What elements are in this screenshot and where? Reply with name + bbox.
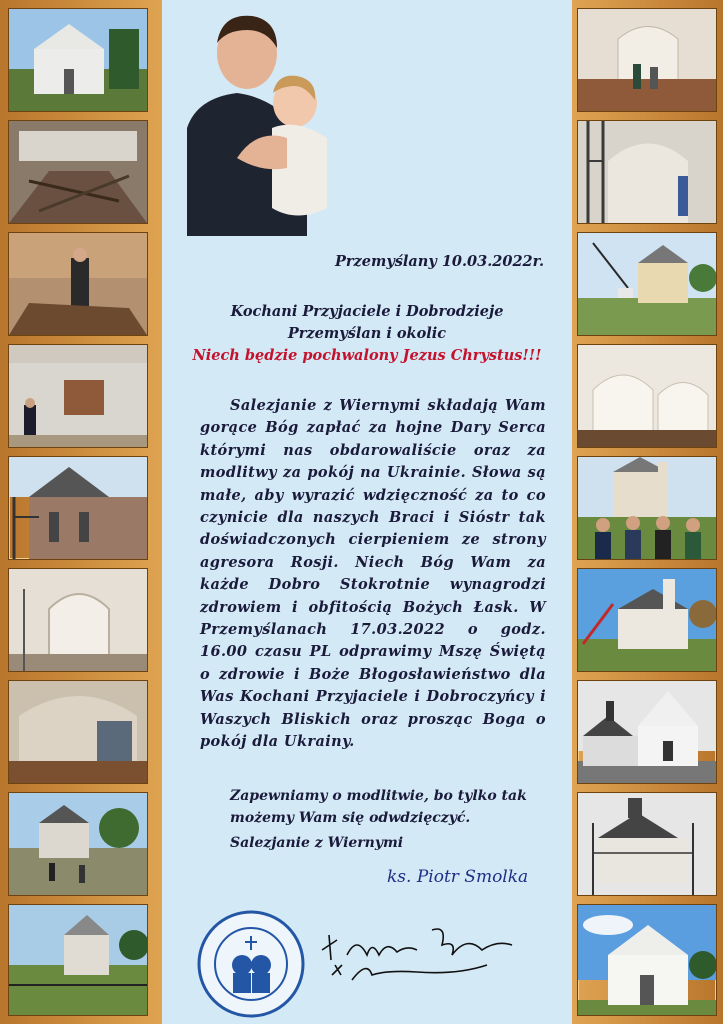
photo-church-scaffold-2: [577, 792, 717, 896]
closing-text: [230, 785, 527, 829]
photo-interior-scaffold: [577, 120, 717, 224]
parish-seal: [197, 910, 305, 1018]
photo-interior-arches-1: [8, 568, 148, 672]
photo-interior-debris-1: [8, 120, 148, 224]
photo-interior-arches-2: [577, 344, 717, 448]
photo-church-fence: [8, 904, 148, 1016]
photo-church-lift: [577, 568, 717, 672]
photo-interior-window: [8, 344, 148, 448]
closing-line-1: Zapewniamy o modlitwie, bo tylko tak: [230, 788, 527, 804]
greeting-line-2: Przemyślan i okolic: [287, 325, 447, 342]
photo-crane-church: [577, 232, 717, 336]
blessing-line: Niech będzie pochwalony Jezus Chrystus!!!: [192, 347, 542, 364]
letter-date: Przemyślany 10.03.2022r.: [334, 253, 544, 270]
photo-church-yard-1: [8, 792, 148, 896]
greeting-line-1: Kochani Przyjaciele i Dobrodzieje: [230, 303, 504, 320]
photo-interior-debris-2: [8, 232, 148, 336]
letter-body: Salezjanie z Wiernymi składają Wam gorące Bóg zapłać za hojne Dary Serca którymi nas obdarowaliście oraz za modlitwy za pokój na Ukrainie. Słowa są małe, aby wyrazić wdzięczność za to co czynicie dla naszych Braci i Sióstr tak doświadczonych cierpieniem ze strony agresora Rosji. Niech Bóg Wam za każde Dobro Stokrotnie wynagrodzi zdrowiem i obfitością Bożych Łask. W Przemyślanach 17.03.2022 o godz. 16.00 czasu PL odprawimy Mszę Świętą o zdrowie i Boże Błogosławieństwo dla Was Kochani Przyjaciele i Dobroczyńcy i Waszych Bliskich oraz prosząc Boga o pokój dla Ukrainy.: [200, 397, 546, 751]
closing-line-2: możemy Wam się odwdzięczyć.: [230, 810, 471, 826]
closing-signoff: Salezjanie z Wiernymi: [230, 835, 404, 851]
photo-parishioners: [577, 456, 717, 560]
signature-piotr-smolka: ks. Piotr Smolka: [387, 867, 529, 887]
saint-with-child-image: [177, 8, 342, 236]
photo-interior-nave: [577, 8, 717, 112]
photo-scaffold-exterior: [8, 456, 148, 560]
photo-church-exterior-1: [8, 8, 148, 112]
letter-panel: [162, 0, 572, 1024]
signature-marian-bogusz: [317, 920, 517, 990]
photo-church-exterior-2: [577, 680, 717, 784]
photo-church-renovated: [577, 904, 717, 1016]
photo-interior-altar: [8, 680, 148, 784]
letter-text: [162, 245, 572, 1024]
